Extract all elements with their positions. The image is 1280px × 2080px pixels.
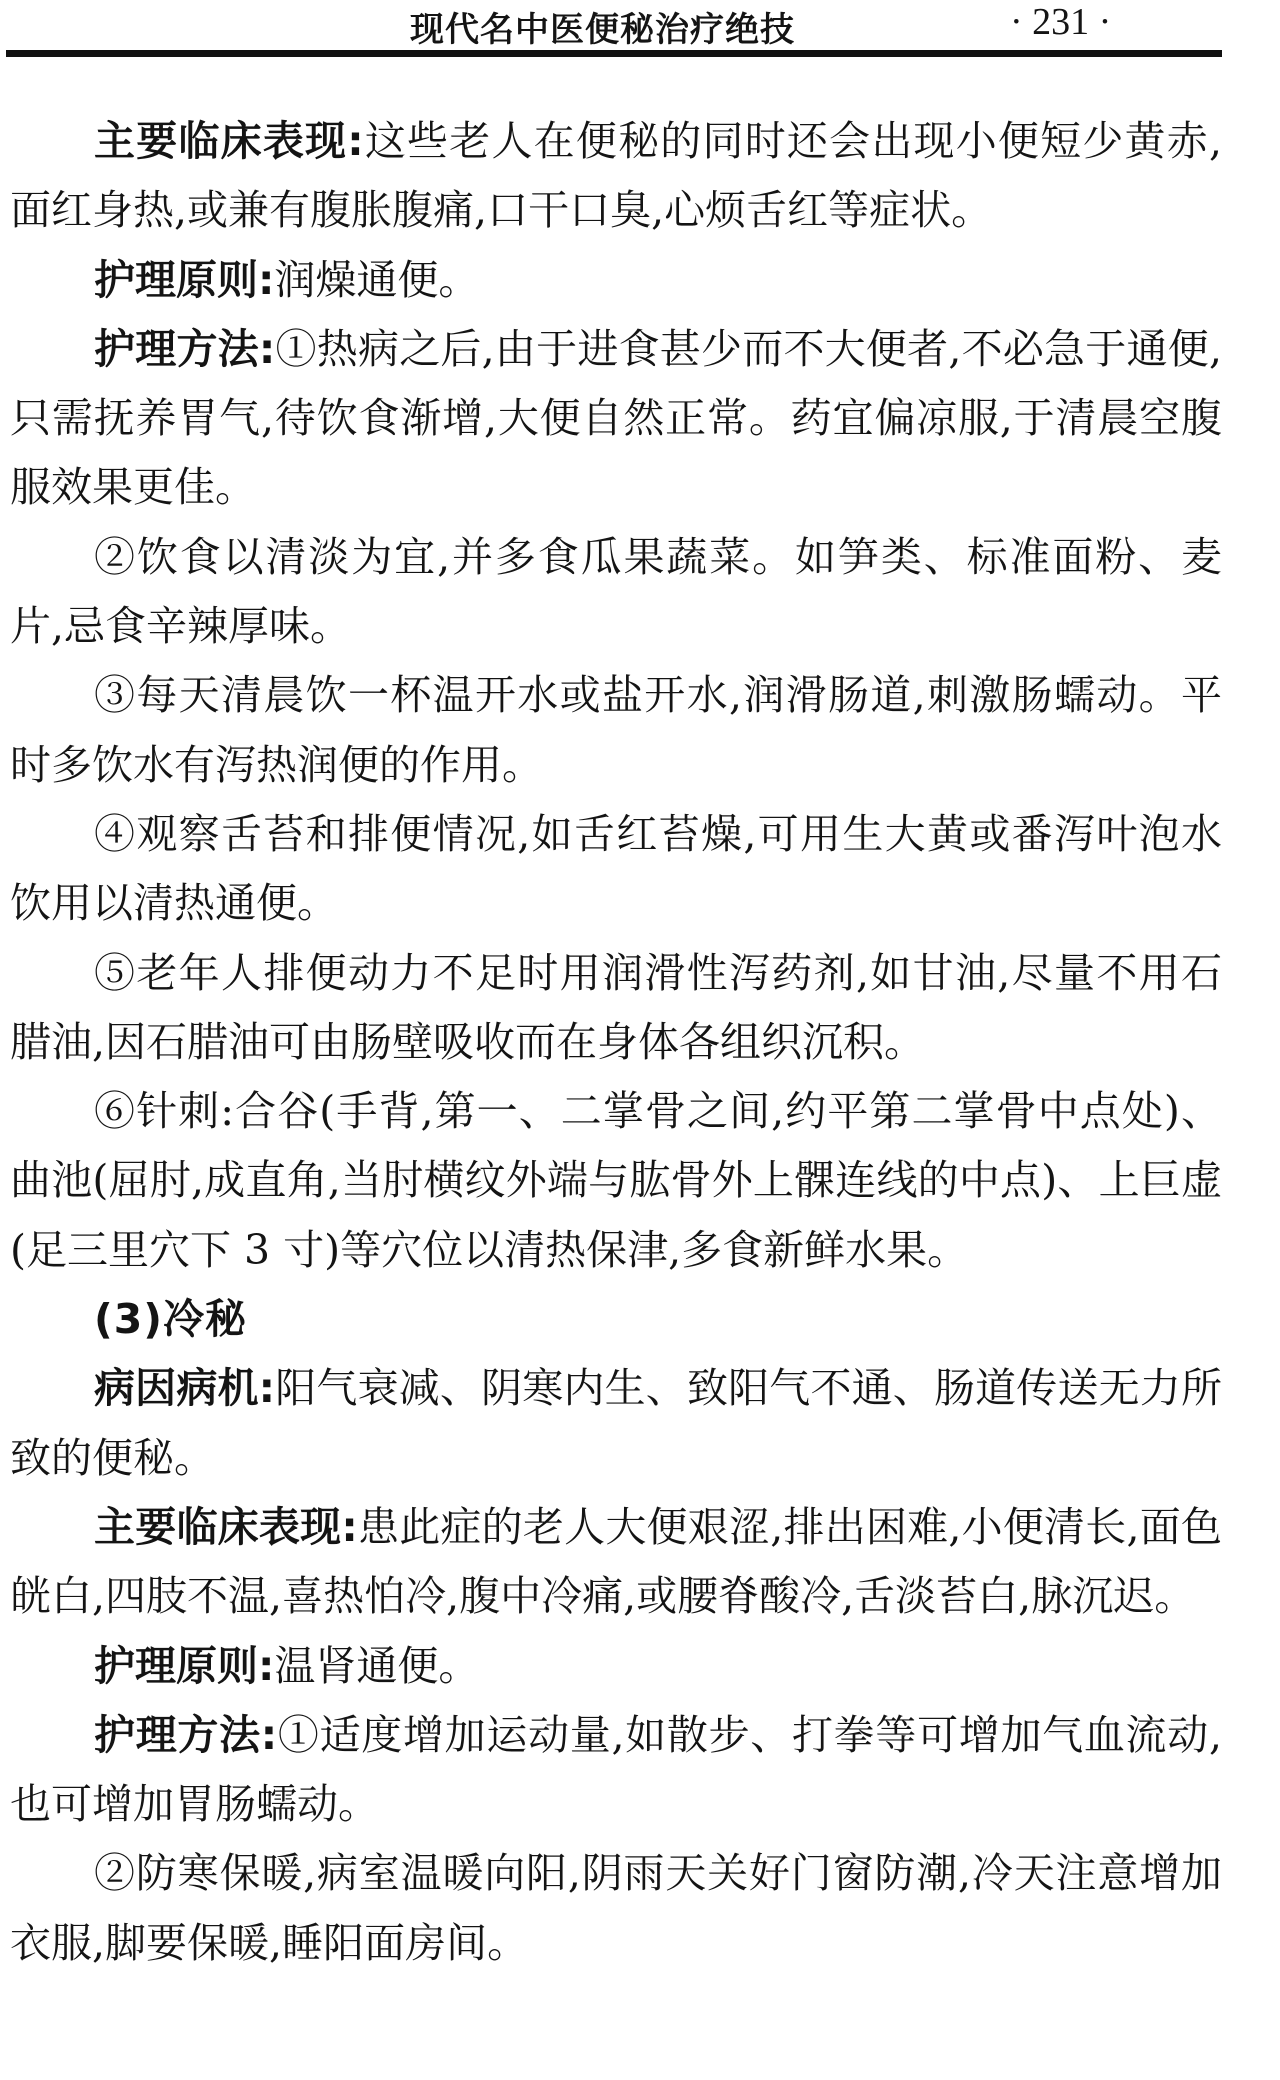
paragraph-label: 病因病机: (94, 1364, 276, 1413)
paragraph-label: 护理原则: (94, 255, 275, 304)
paragraph-label: 护理方法: (94, 324, 276, 373)
paragraph-label: 护理方法: (94, 1710, 278, 1759)
paragraph-main-symptoms (10, 107, 1222, 246)
paragraph-label: 主要临床表现: (94, 1502, 358, 1551)
paragraph-text: ①热病之后,由于进食甚少而不大便者,不必急于通便,只需抚养胃气,待饮食渐增,大便自然正常。药宜偏凉服,于清晨空腹服效果更佳。 (10, 324, 1222, 512)
paragraph-text: ②饮食以清淡为宜,并多食瓜果蔬菜。如笋类、标准面粉、麦片,忌食辛辣厚味。 (10, 532, 1222, 651)
paragraph-text: ⑤老年人排便动力不足时用润滑性泻药剂,如甘油,尽量不用石腊油,因石腊油可由肠壁吸收而在身体各组织沉积。 (10, 948, 1222, 1066)
paragraph-label: 主要临床表现: (94, 117, 364, 165)
paragraph-text: ②防寒保暖,病室温暖向阳,阴雨天关好门窗防潮,冷天注意增加衣服,脚要保暖,睡阳面房间。 (10, 1849, 1222, 1967)
paragraph-text: ①适度增加运动量,如散步、打拳等可增加气血流动,也可增加胃肠蠕动。 (10, 1710, 1222, 1829)
paragraph-item-6 (10, 1077, 1222, 1285)
running-header (0, 0, 1225, 52)
paragraph-nursing-principle-cold (10, 1632, 1222, 1701)
page-number: · 231 · (1010, 1, 1112, 43)
paragraph-text: ④观察舌苔和排便情况,如舌红苔燥,可用生大黄或番泻叶泡水饮用以清热通便。 (10, 809, 1222, 928)
section-heading-label: (3)冷秘 (94, 1295, 248, 1344)
paragraph-text: 温肾通便。 (274, 1641, 480, 1690)
section-heading-cold-constipation (10, 1285, 1222, 1354)
paragraph-label: 护理原则: (94, 1641, 275, 1690)
paragraph-item-2-cold (10, 1839, 1222, 1978)
paragraph-text: ③每天清晨饮一杯温开水或盐开水,润滑肠道,刺激肠蠕动。平时多饮水有泻热润便的作用。 (10, 671, 1222, 789)
paragraph-text: 阳气衰减、阴寒内生、致阳气不通、肠道传送无力所致的便秘。 (10, 1364, 1222, 1482)
book-title: 现代名中医便秘治疗绝技 (410, 10, 795, 50)
paragraph-nursing-method-cold (10, 1701, 1222, 1840)
paragraph-text: 润燥通便。 (274, 255, 480, 304)
paragraph-item-5 (10, 939, 1222, 1078)
paragraph-item-3 (10, 661, 1222, 800)
paragraph-item-2 (10, 523, 1222, 662)
paragraph-nursing-principle (10, 246, 1222, 315)
body-text (10, 107, 1222, 1978)
paragraph-text: 这些老人在便秘的同时还会出现小便短少黄赤,面红身热,或兼有腹胀腹痛,口干口臭,心烦舌红等症状。 (10, 117, 1222, 235)
paragraph-text: 患此症的老人大便艰涩,排出困难,小便清长,面色㿠白,四肢不温,喜热怕冷,腹中冷痛,或腰脊酸冷,舌淡苔白,脉沉迟。 (10, 1502, 1222, 1621)
paragraph-etiology (10, 1354, 1222, 1493)
header-rule (6, 50, 1222, 57)
paragraph-text: ⑥针刺:合谷(手背,第一、二掌骨之间,约平第二掌骨中点处)、曲池(屈肘,成直角,当肘横纹外端与肱骨外上髁连线的中点)、上巨虚(足三里穴下 3 寸)等穴位以清热保津,多食新鲜水果。 (10, 1087, 1222, 1274)
paragraph-main-symptoms-cold (10, 1493, 1222, 1632)
paragraph-nursing-method (10, 315, 1222, 523)
paragraph-item-4 (10, 800, 1222, 939)
